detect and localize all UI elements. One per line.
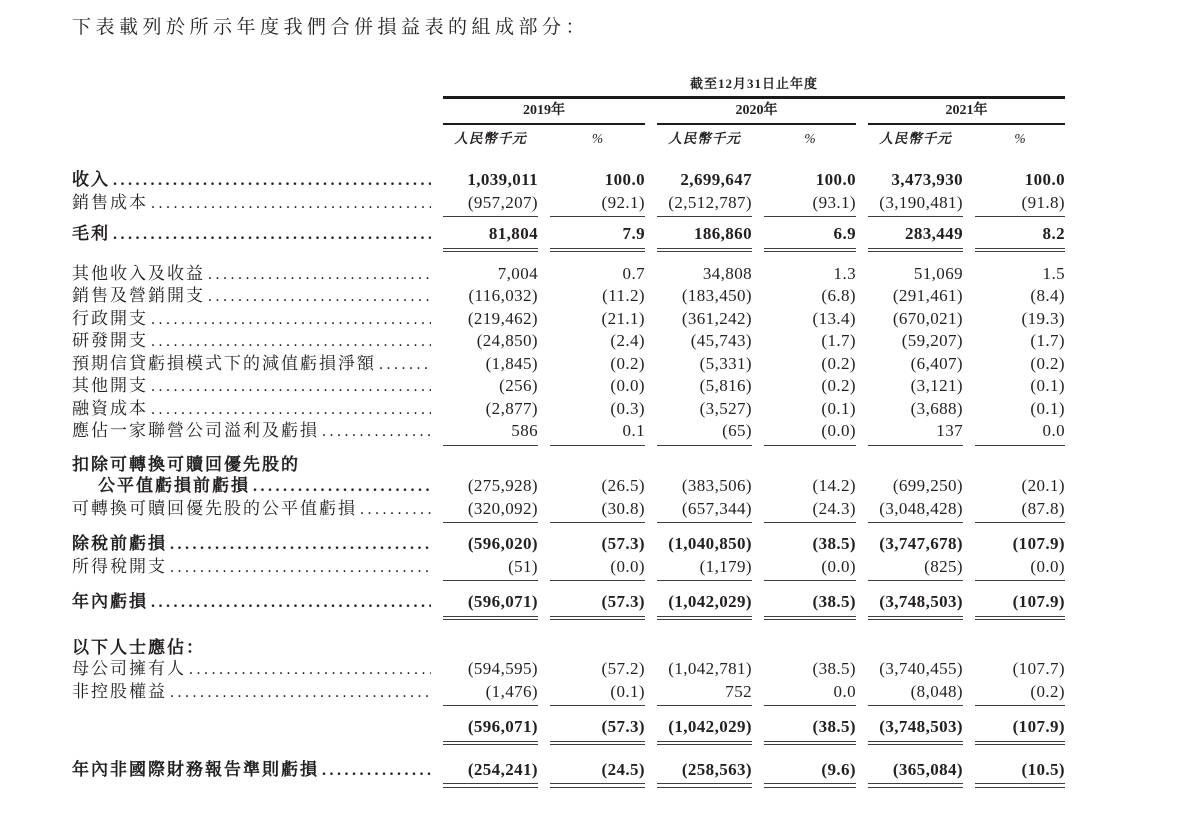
row-label bbox=[72, 454, 431, 476]
table-row bbox=[72, 759, 1065, 785]
unit-header-2020: 人民幣千元 bbox=[668, 131, 741, 146]
percent-cell: 100.0 bbox=[604, 170, 645, 189]
table-row bbox=[72, 533, 1065, 556]
row-label bbox=[72, 759, 431, 782]
amount-cell: (5,331) bbox=[699, 353, 752, 373]
row-label bbox=[72, 169, 431, 192]
row-label-text: 研發開支 bbox=[72, 331, 148, 350]
dot-leader bbox=[205, 263, 431, 286]
amount-cell: (957,207) bbox=[443, 192, 538, 218]
percent-cell: (107.9) bbox=[975, 591, 1065, 617]
amount-cell: (699,250) bbox=[892, 476, 963, 495]
percent-cell: (0.0) bbox=[610, 376, 645, 395]
dot-leader bbox=[250, 475, 431, 498]
percent-cell: (0.0) bbox=[975, 556, 1065, 582]
amount-cell: (8,048) bbox=[868, 681, 963, 707]
table-row bbox=[72, 353, 1065, 376]
row-label-text: 應佔一家聯營公司溢利及虧損 bbox=[72, 421, 319, 440]
percent-cell: (14.2) bbox=[812, 476, 856, 495]
row-label-text: 母公司擁有人 bbox=[72, 659, 186, 678]
period-header: 截至12月31日止年度 bbox=[443, 76, 1065, 99]
percent-cell: (107.7) bbox=[1012, 659, 1065, 678]
amount-cell: (116,032) bbox=[468, 286, 538, 305]
percent-cell: (57.3) bbox=[550, 716, 645, 742]
percent-cell: (10.5) bbox=[975, 759, 1065, 785]
dot-leader bbox=[357, 498, 431, 521]
row-label-text: 收入 bbox=[72, 170, 110, 189]
row-label-text: 預期信貸虧損模式下的減值虧損淨額 bbox=[72, 353, 376, 373]
amount-cell: (825) bbox=[868, 556, 963, 582]
period-header-row bbox=[72, 76, 1065, 99]
row-label bbox=[72, 223, 431, 246]
percent-cell: 100.0 bbox=[1024, 170, 1065, 189]
dot-leader bbox=[110, 169, 431, 192]
percent-cell: (26.5) bbox=[601, 476, 645, 495]
amount-cell: (596,020) bbox=[467, 534, 538, 553]
table-row bbox=[72, 308, 1065, 331]
amount-cell: 283,449 bbox=[868, 223, 963, 249]
percent-cell: (57.2) bbox=[601, 659, 645, 678]
amount-cell: (256) bbox=[499, 376, 538, 395]
row-label bbox=[72, 556, 431, 579]
amount-cell: (365,084) bbox=[868, 759, 963, 785]
row-label bbox=[72, 681, 431, 704]
percent-header-2019: % bbox=[591, 131, 604, 146]
amount-cell: (3,527) bbox=[699, 398, 752, 418]
year-header-2020: 2020年 bbox=[657, 99, 856, 125]
dot-leader bbox=[376, 353, 431, 376]
percent-cell: 8.2 bbox=[975, 223, 1065, 249]
table-row bbox=[72, 420, 1065, 446]
amount-cell: (1,476) bbox=[443, 681, 538, 707]
amount-cell: (1,042,029) bbox=[657, 591, 752, 617]
percent-cell: (92.1) bbox=[550, 192, 645, 218]
unit-header-2019: 人民幣千元 bbox=[454, 131, 527, 146]
row-label-text: 年內非國際財務報告準則虧損 bbox=[72, 759, 319, 779]
year-header-2021: 2021年 bbox=[868, 99, 1065, 125]
dot-leader bbox=[148, 591, 431, 614]
percent-cell: (0.1) bbox=[1030, 376, 1065, 395]
percent-cell: (21.1) bbox=[601, 308, 645, 328]
percent-cell: (57.3) bbox=[550, 591, 645, 617]
amount-cell: 34,808 bbox=[702, 263, 752, 283]
row-label bbox=[72, 420, 431, 443]
percent-cell: (0.1) bbox=[821, 398, 856, 418]
dot-leader bbox=[186, 658, 431, 681]
amount-cell: (596,071) bbox=[443, 716, 538, 742]
percent-cell: (107.9) bbox=[1012, 534, 1065, 553]
row-label-text: 扣除可轉換可贖回優先股的 bbox=[72, 454, 300, 474]
row-label-text: 非控股權益 bbox=[72, 681, 167, 701]
table-row bbox=[72, 681, 1065, 707]
percent-cell: (1.7) bbox=[1030, 331, 1065, 350]
row-label-text: 銷售及營銷開支 bbox=[72, 286, 205, 305]
row-label bbox=[72, 591, 431, 614]
table-row bbox=[72, 375, 1065, 398]
intro-text: 下表載列於所示年度我們合併損益表的組成部分： bbox=[72, 17, 590, 38]
row-label bbox=[72, 658, 431, 681]
row-label-text: 融資成本 bbox=[72, 398, 148, 418]
percent-cell: (38.5) bbox=[764, 591, 856, 617]
unit-header-2021: 人民幣千元 bbox=[879, 131, 952, 146]
row-label-text: 其他開支 bbox=[72, 376, 148, 395]
table-row bbox=[72, 263, 1065, 286]
amount-cell: (2,877) bbox=[485, 398, 538, 418]
row-label-text: 毛利 bbox=[72, 224, 110, 243]
percent-cell: (0.0) bbox=[764, 420, 856, 446]
row-label-text: 行政開支 bbox=[72, 308, 148, 328]
row-label bbox=[72, 398, 431, 421]
percent-cell: (2.4) bbox=[610, 331, 645, 350]
table-row bbox=[72, 285, 1065, 308]
dot-leader bbox=[148, 330, 431, 353]
income-statement-table bbox=[72, 76, 1065, 784]
unit-header-row bbox=[72, 125, 1065, 147]
dot-leader bbox=[319, 759, 431, 782]
amount-cell: (3,190,481) bbox=[868, 192, 963, 218]
amount-cell: (291,461) bbox=[892, 286, 963, 305]
row-label bbox=[72, 192, 431, 215]
row-label bbox=[72, 498, 431, 521]
amount-cell: (1,845) bbox=[485, 353, 538, 373]
row-label bbox=[72, 353, 431, 376]
dot-leader bbox=[148, 375, 431, 398]
row-label bbox=[72, 308, 431, 331]
percent-cell: (0.2) bbox=[610, 353, 645, 373]
percent-cell: 0.0 bbox=[975, 420, 1065, 446]
percent-cell: (30.8) bbox=[550, 498, 645, 524]
amount-cell: (51) bbox=[443, 556, 538, 582]
percent-cell: 7.9 bbox=[550, 223, 645, 249]
percent-cell: (0.2) bbox=[821, 353, 856, 373]
dot-leader bbox=[319, 420, 431, 443]
amount-cell: (320,092) bbox=[443, 498, 538, 524]
amount-cell: (657,344) bbox=[657, 498, 752, 524]
percent-cell: (8.4) bbox=[1030, 286, 1065, 305]
percent-cell: 0.7 bbox=[622, 263, 645, 283]
dot-leader bbox=[148, 308, 431, 331]
row-label-text: 其他收入及收益 bbox=[72, 263, 205, 283]
amount-cell: (258,563) bbox=[657, 759, 752, 785]
row-label bbox=[72, 637, 431, 659]
percent-cell: (91.8) bbox=[975, 192, 1065, 218]
percent-cell: (0.1) bbox=[550, 681, 645, 707]
percent-cell: (6.8) bbox=[821, 286, 856, 305]
percent-cell: (9.6) bbox=[764, 759, 856, 785]
percent-cell: (107.9) bbox=[975, 716, 1065, 742]
table-row bbox=[72, 556, 1065, 582]
percent-cell: (13.4) bbox=[812, 308, 856, 328]
dot-leader bbox=[205, 285, 431, 308]
amount-cell: (3,048,428) bbox=[868, 498, 963, 524]
row-label bbox=[72, 375, 431, 398]
row-label-text: 公平值虧損前虧損 bbox=[98, 476, 250, 495]
row-label bbox=[72, 533, 431, 556]
year-header-2019: 2019年 bbox=[443, 99, 645, 125]
amount-cell: 186,860 bbox=[657, 223, 752, 249]
table-row bbox=[72, 223, 1065, 249]
percent-cell: 0.0 bbox=[764, 681, 856, 707]
amount-cell: (65) bbox=[657, 420, 752, 446]
dot-leader bbox=[110, 223, 431, 246]
amount-cell: 3,473,930 bbox=[891, 170, 963, 189]
percent-cell: 1.5 bbox=[1042, 263, 1065, 283]
amount-cell: (594,595) bbox=[467, 659, 538, 678]
row-label bbox=[72, 330, 431, 353]
percent-cell: (38.5) bbox=[764, 716, 856, 742]
table-row bbox=[72, 398, 1065, 421]
amount-cell: (3,748,503) bbox=[868, 716, 963, 742]
row-label bbox=[72, 263, 431, 286]
amount-cell: (24,850) bbox=[476, 331, 538, 350]
amount-cell: (1,040,850) bbox=[668, 534, 752, 553]
row-label bbox=[72, 475, 431, 498]
percent-cell: (24.5) bbox=[550, 759, 645, 785]
row-label-text: 年內虧損 bbox=[72, 592, 148, 611]
percent-cell: (0.1) bbox=[1030, 398, 1065, 418]
dot-leader bbox=[167, 681, 431, 704]
table-row bbox=[72, 591, 1065, 617]
amount-cell: (3,121) bbox=[910, 376, 963, 395]
table-row bbox=[72, 475, 1065, 498]
amount-cell: (275,928) bbox=[467, 476, 538, 495]
percent-cell: (38.5) bbox=[812, 534, 856, 553]
amount-cell: (45,743) bbox=[690, 331, 752, 350]
percent-header-2021: % bbox=[1014, 131, 1026, 146]
dot-leader bbox=[148, 192, 431, 215]
amount-cell: (3,748,503) bbox=[868, 591, 963, 617]
percent-cell: 1.3 bbox=[833, 263, 856, 283]
percent-cell: (0.0) bbox=[764, 556, 856, 582]
amount-cell: (183,450) bbox=[681, 286, 752, 305]
percent-cell: (20.1) bbox=[1021, 476, 1065, 495]
year-header-row bbox=[72, 99, 1065, 125]
row-label-text: 可轉換可贖回優先股的公平值虧損 bbox=[72, 498, 357, 518]
amount-cell: (670,021) bbox=[892, 308, 963, 328]
row-label-text: 銷售成本 bbox=[72, 192, 148, 212]
amount-cell: 51,069 bbox=[913, 263, 963, 283]
percent-cell: 100.0 bbox=[815, 170, 856, 189]
amount-cell: 7,004 bbox=[497, 263, 538, 283]
percent-cell: (93.1) bbox=[764, 192, 856, 218]
amount-cell: (3,747,678) bbox=[879, 534, 963, 553]
income-table-body bbox=[72, 169, 1065, 784]
percent-header-2020: % bbox=[804, 131, 816, 146]
table-row bbox=[72, 637, 1065, 659]
table-row bbox=[72, 454, 1065, 476]
percent-cell: (0.2) bbox=[821, 376, 856, 395]
dot-leader bbox=[148, 398, 431, 421]
amount-cell: (2,512,787) bbox=[657, 192, 752, 218]
percent-cell: (38.5) bbox=[812, 659, 856, 678]
amount-cell: (596,071) bbox=[443, 591, 538, 617]
dot-leader bbox=[167, 533, 431, 556]
amount-cell: (6,407) bbox=[910, 353, 963, 373]
percent-cell: (0.2) bbox=[975, 681, 1065, 707]
percent-cell: 0.1 bbox=[550, 420, 645, 446]
percent-cell: (0.3) bbox=[610, 398, 645, 418]
table-row bbox=[72, 330, 1065, 353]
percent-cell: (11.2) bbox=[602, 286, 645, 305]
percent-cell: (24.3) bbox=[764, 498, 856, 524]
row-label-text: 除稅前虧損 bbox=[72, 534, 167, 553]
table-row bbox=[72, 716, 1065, 742]
amount-cell: (1,042,029) bbox=[657, 716, 752, 742]
amount-cell: 752 bbox=[657, 681, 752, 707]
amount-cell: 586 bbox=[443, 420, 538, 446]
amount-cell: (361,242) bbox=[681, 308, 752, 328]
row-label bbox=[72, 285, 431, 308]
amount-cell: 2,699,647 bbox=[680, 170, 752, 189]
percent-cell: (1.7) bbox=[821, 331, 856, 350]
amount-cell: (1,179) bbox=[657, 556, 752, 582]
amount-cell: (254,241) bbox=[443, 759, 538, 785]
table-row bbox=[72, 658, 1065, 681]
amount-cell: (219,462) bbox=[467, 308, 538, 328]
amount-cell: (59,207) bbox=[901, 331, 963, 350]
percent-cell: (19.3) bbox=[1021, 308, 1065, 328]
amount-cell: (3,688) bbox=[910, 398, 963, 418]
row-label-text: 所得稅開支 bbox=[72, 556, 167, 576]
amount-cell: 137 bbox=[868, 420, 963, 446]
amount-cell: (5,816) bbox=[699, 376, 752, 395]
amount-cell: (383,506) bbox=[681, 476, 752, 495]
percent-cell: (57.3) bbox=[601, 534, 645, 553]
percent-cell: (0.0) bbox=[550, 556, 645, 582]
table-row bbox=[72, 498, 1065, 524]
percent-cell: (87.8) bbox=[975, 498, 1065, 524]
table-row bbox=[72, 192, 1065, 218]
amount-cell: 81,804 bbox=[443, 223, 538, 249]
table-row bbox=[72, 169, 1065, 192]
amount-cell: (1,042,781) bbox=[668, 659, 752, 678]
amount-cell: (3,740,455) bbox=[879, 659, 963, 678]
amount-cell: 1,039,011 bbox=[467, 170, 538, 189]
row-label-text: 以下人士應佔： bbox=[72, 637, 205, 657]
percent-cell: (0.2) bbox=[1030, 353, 1065, 373]
percent-cell: 6.9 bbox=[764, 223, 856, 249]
dot-leader bbox=[167, 556, 431, 579]
